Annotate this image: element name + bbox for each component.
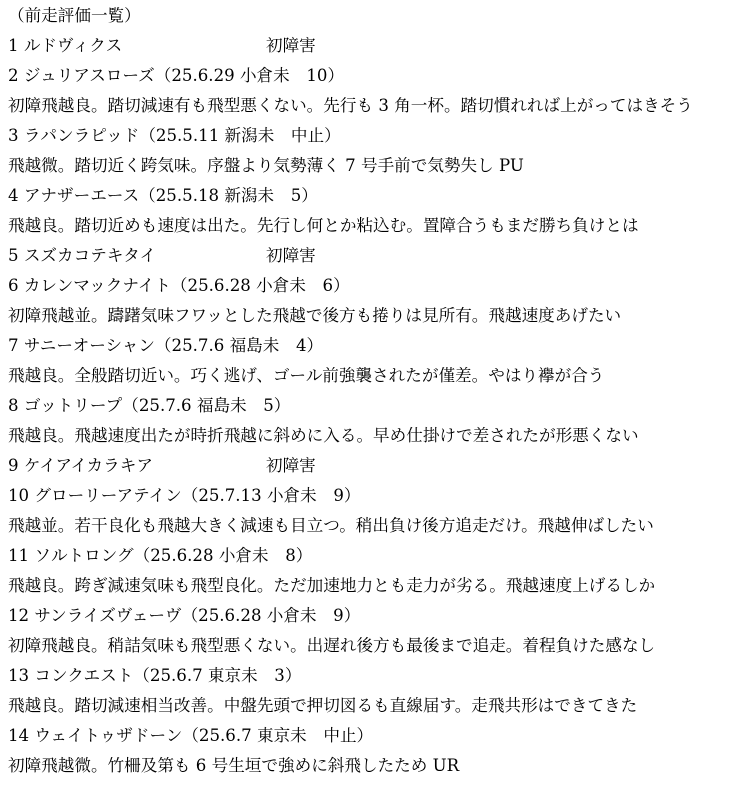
entry-title: 11 ソルトロング（25.6.28 小倉未 8） <box>8 546 313 565</box>
entry-comment-3: 飛越微。踏切近く跨気味。序盤より気勢薄く 7 号手前で気勢失し PU <box>8 156 524 175</box>
entry-tag: 初障害 <box>266 246 316 265</box>
entry-title: 5 スズカコテキタイ <box>8 246 157 265</box>
entry-title: 1 ルドヴィクス <box>8 36 123 55</box>
entry-comment-10: 飛越並。若干良化も飛越大きく減速も目立つ。稍出負け後方追走だけ。飛越伸ばしたい <box>8 516 654 535</box>
entry-title: 4 アナザーエース（25.5.18 新潟未 5） <box>8 186 318 205</box>
entry-head-8 <box>8 391 732 421</box>
entry-comment-14: 初障飛越微。竹柵及第も 6 号生垣で強めに斜飛したため UR <box>8 756 460 775</box>
entry-head-1 <box>8 31 732 61</box>
entry-title: 3 ラパンラピッド（25.5.11 新潟未 中止） <box>8 126 341 145</box>
entry-head-14 <box>8 721 732 751</box>
entry-title: 6 カレンマックナイト（25.6.28 小倉未 6） <box>8 276 350 295</box>
entry-comment-8: 飛越良。飛越速度出たが時折飛越に斜めに入る。早め仕掛けで差されたが形悪くない <box>8 426 639 445</box>
document-heading: （前走評価一覧） <box>8 6 141 25</box>
entry-head-4 <box>8 181 732 211</box>
entry-comment-2: 初障飛越良。踏切減速有も飛型悪くない。先行も 3 角一杯。踏切慣れれば上がってはきそう <box>8 96 693 115</box>
entry-head-9 <box>8 451 732 481</box>
entry-head-3 <box>8 121 732 151</box>
entry-title: 13 コンクエスト（25.6.7 東京未 3） <box>8 666 302 685</box>
entry-tag: 初障害 <box>266 456 316 475</box>
entry-title: 14 ウェイトゥザドーン（25.6.7 東京未 中止） <box>8 726 374 745</box>
entry-comment-11: 飛越良。跨ぎ減速気味も飛型良化。ただ加速地力とも走力が劣る。飛越速度上げるしか <box>8 576 656 595</box>
entry-comment-12: 初障飛越良。稍詰気味も飛型悪くない。出遅れ後方も最後まで追走。着程負けた感なし <box>8 636 656 655</box>
entry-head-7 <box>8 331 732 361</box>
document-body <box>8 1 732 781</box>
entry-title: 10 グローリーアテイン（25.7.13 小倉未 9） <box>8 486 361 505</box>
entry-head-11 <box>8 541 732 571</box>
entry-comment-13: 飛越良。踏切減速相当改善。中盤先頭で押切図るも直線届す。走飛共形はできてきた <box>8 696 638 715</box>
entry-head-10 <box>8 481 732 511</box>
entry-title: 8 ゴットリープ（25.7.6 福島未 5） <box>8 396 291 415</box>
entry-title: 9 ケイアイカラキア <box>8 456 153 475</box>
entry-head-5 <box>8 241 732 271</box>
entry-title: 12 サンライズヴェーヴ（25.6.28 小倉未 9） <box>8 606 361 625</box>
entry-comment-6: 初障飛越並。躊躇気味フワッとした飛越で後方も捲りは見所有。飛越速度あげたい <box>8 306 622 325</box>
entry-comment-7: 飛越良。全般踏切近い。巧く逃げ、ゴール前強襲されたが僅差。やはり襷が合う <box>8 366 605 385</box>
entry-title: 7 サニーオーシャン（25.7.6 福島未 4） <box>8 336 324 355</box>
entry-head-13 <box>8 661 732 691</box>
entry-head-6 <box>8 271 732 301</box>
entry-head-12 <box>8 601 732 631</box>
entry-head-2 <box>8 61 732 91</box>
entry-comment-4: 飛越良。踏切近めも速度は出た。先行し何とか粘込む。置障合うもまだ勝ち負けとは <box>8 216 639 235</box>
entry-title: 2 ジュリアスローズ（25.6.29 小倉未 10） <box>8 66 345 85</box>
entry-tag: 初障害 <box>266 36 316 55</box>
